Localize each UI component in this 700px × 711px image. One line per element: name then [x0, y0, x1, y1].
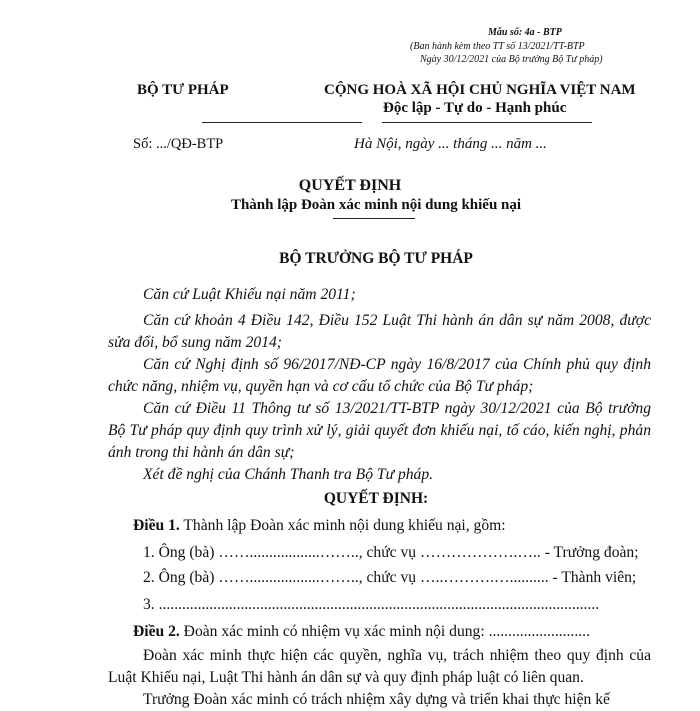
nation-motto: Độc lập - Tự do - Hạnh phúc: [383, 100, 567, 116]
motto-underline: [382, 122, 592, 123]
article-1-label: Điều 1.: [133, 517, 180, 534]
member-line-3: 3. .................................................................................................................: [143, 596, 600, 613]
article-1: [133, 515, 506, 537]
form-issued-date: Ngày 30/12/2021 của Bộ trưởng Bộ Tư pháp): [420, 54, 603, 65]
basis-2: Căn cứ khoản 4 Điều 142, Điều 152 Luật Thi hành án dân sự năm 2008, được sửa đổi, bổ sung năm 2014;: [108, 312, 651, 351]
form-code: Mẫu số: 4a - BTP: [488, 27, 562, 38]
document-number: Số: .../QĐ-BTP: [133, 136, 224, 152]
article-2-paragraph-1: Đoàn xác minh thực hiện các quyền, nghĩa vụ, trách nhiệm theo quy định của Luật Khiếu nại, Luật Thi hành án dân sự và quy định pháp luật có liên quan.: [108, 647, 651, 686]
agency-underline: [202, 122, 362, 123]
basis-5: Xét đề nghị của Chánh Thanh tra Bộ Tư pháp.: [143, 466, 434, 483]
member-line-2: 2. Ông (bà) ……..................…….., chức vụ …..……….….......... - Thành viên;: [143, 569, 637, 586]
form-issued-with: (Ban hành kèm theo TT số 13/2021/TT-BTP: [410, 41, 585, 52]
decision-title: QUYẾT ĐỊNH: [298, 177, 402, 194]
article-2-paragraph-2: Trưởng Đoàn xác minh có trách nhiệm xây dựng và triển khai thực hiện kế: [143, 691, 610, 708]
article-2-text: Đoàn xác minh có nhiệm vụ xác minh nội dung: ..........................: [179, 623, 590, 640]
nation-title: CỘNG HOÀ XÃ HỘI CHỦ NGHĨA VIỆT NAM: [324, 82, 636, 98]
basis-4: Căn cứ Điều 11 Thông tư số 13/2021/TT-BTP ngày 30/12/2021 của Bộ trưởng Bộ Tư pháp quy định quy trình xử lý, giải quyết đơn khiếu nại, tố cáo, kiến nghị, phản ánh trong thi hành án dân sự;: [108, 400, 651, 461]
decides-heading: QUYẾT ĐỊNH:: [323, 490, 429, 507]
article-2-label: Điều 2.: [133, 623, 180, 640]
place-date: Hà Nội, ngày ... tháng ... năm ...: [354, 136, 547, 152]
basis-1: Căn cứ Luật Khiếu nại năm 2011;: [143, 286, 356, 303]
article-1-text: Thành lập Đoàn xác minh nội dung khiếu nại, gồm:: [179, 517, 506, 534]
article-2: [133, 621, 590, 643]
decision-subtitle: Thành lập Đoàn xác minh nội dung khiếu nại: [230, 197, 522, 213]
member-line-1: 1. Ông (bà) ……..................…….., chức vụ ……………….….. - Trưởng đoàn;: [143, 544, 639, 561]
agency-name: BỘ TƯ PHÁP: [137, 82, 229, 98]
authority-title: BỘ TRƯỞNG BỘ TƯ PHÁP: [279, 250, 473, 267]
subtitle-underline: [333, 218, 415, 219]
basis-3: Căn cứ Nghị định số 96/2017/NĐ-CP ngày 16/8/2017 của Chính phủ quy định chức năng, nhiệm vụ, quyền hạn và cơ cấu tổ chức của Bộ Tư pháp;: [108, 356, 651, 395]
